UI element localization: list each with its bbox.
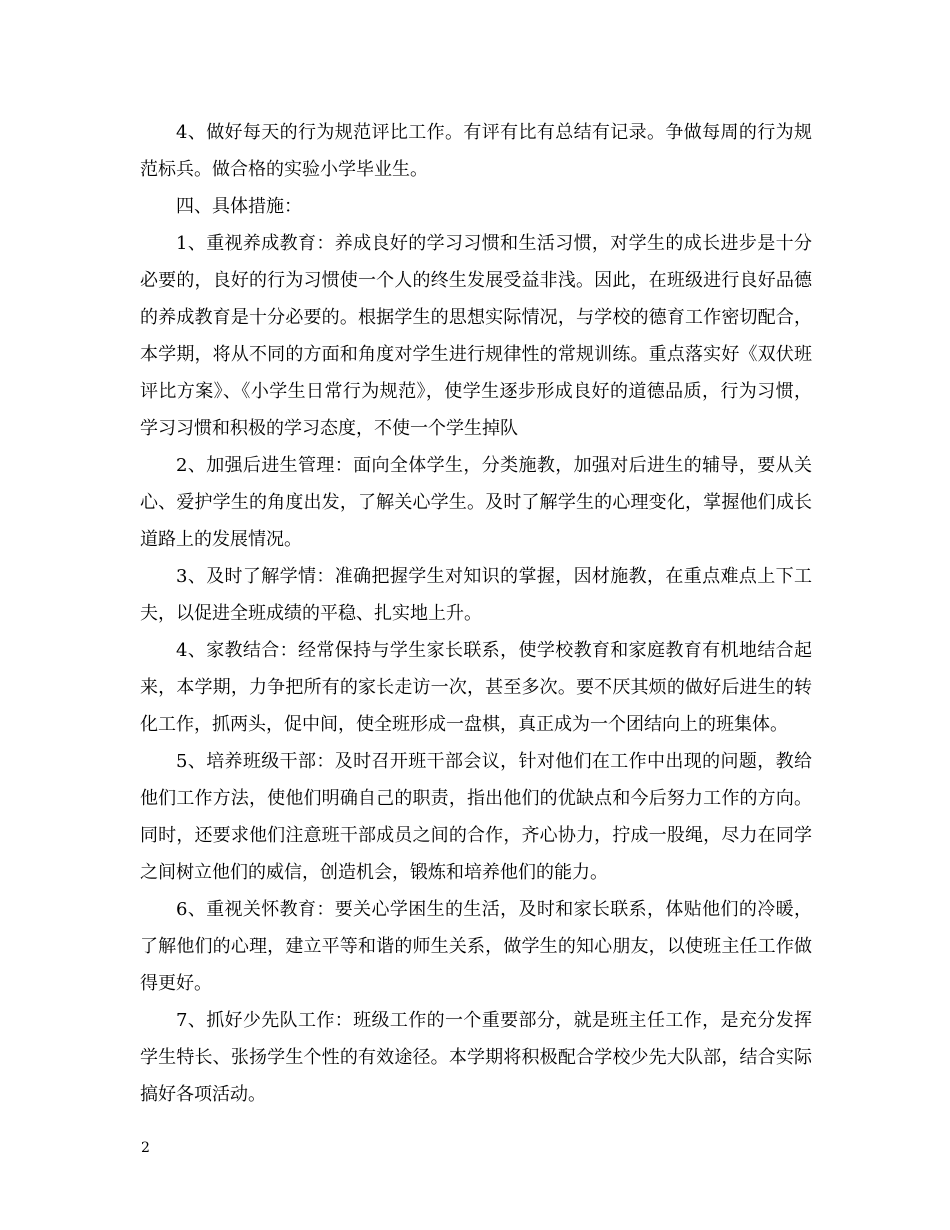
paragraph-measure-4: 4、家教结合：经常保持与学生家长联系，使学校教育和家庭教育有机地结合起来，本学期，力争把所有的家长走访一次，甚至多次。要不厌其烦的做好后进生的转化工作，抓两头，促中间，使全班形成一盘棋，真正成为一个团结向上的班集体。	[140, 640, 812, 735]
paragraph-measure-3: 3、及时了解学情：准确把握学生对知识的掌握，因材施教，在重点难点上下工夫，以促进全班成绩的平稳、扎实地上升。	[140, 566, 812, 624]
page-number: 2	[141, 1140, 150, 1156]
paragraph-item-4-behavior: 4、做好每天的行为规范评比工作。有评有比有总结有记录。争做每周的行为规范标兵。做合格的实验小学毕业生。	[140, 122, 812, 180]
section-heading-measures: 四、具体措施：	[176, 196, 302, 217]
document-body	[140, 114, 812, 1113]
paragraph-measure-2: 2、加强后进生管理：面向全体学生，分类施教，加强对后进生的辅导，要从关心、爱护学生的角度出发，了解关心学生。及时了解学生的心理变化，掌握他们成长道路上的发展情况。	[140, 455, 812, 550]
paragraph-measure-5: 5、培养班级干部：及时召开班干部会议，针对他们在工作中出现的问题，教给他们工作方法，使他们明确自己的职责，指出他们的优缺点和今后努力工作的方向。同时，还要求他们注意班干部成员之间的合作，齐心协力，拧成一股绳，尽力在同学之间树立他们的威信，创造机会，锻炼和培养他们的能力。	[140, 751, 812, 883]
paragraph-measure-7: 7、抓好少先队工作：班级工作的一个重要部分，就是班主任工作，是充分发挥学生特长、张扬学生个性的有效途径。本学期将积极配合学校少先大队部，结合实际搞好各项活动。	[140, 1010, 812, 1105]
paragraph-measure-1: 1、重视养成教育：养成良好的学习习惯和生活习惯，对学生的成长进步是十分必要的，良好的行为习惯使一个人的终生发展受益非浅。因此，在班级进行良好品德的养成教育是十分必要的。根据学生的思想实际情况，与学校的德育工作密切配合，本学期，将从不同的方面和角度对学生进行规律性的常规训练。重点落实好《双伏班评比方案》、《小学生日常行为规范》，使学生逐步形成良好的道德品质，行为习惯，学习习惯和积极的学习态度，不使一个学生掉队	[140, 233, 812, 439]
paragraph-measure-6: 6、重视关怀教育：要关心学困生的生活，及时和家长联系，体贴他们的冷暖，了解他们的心理，建立平等和谐的师生关系，做学生的知心朋友，以使班主任工作做得更好。	[140, 899, 812, 994]
